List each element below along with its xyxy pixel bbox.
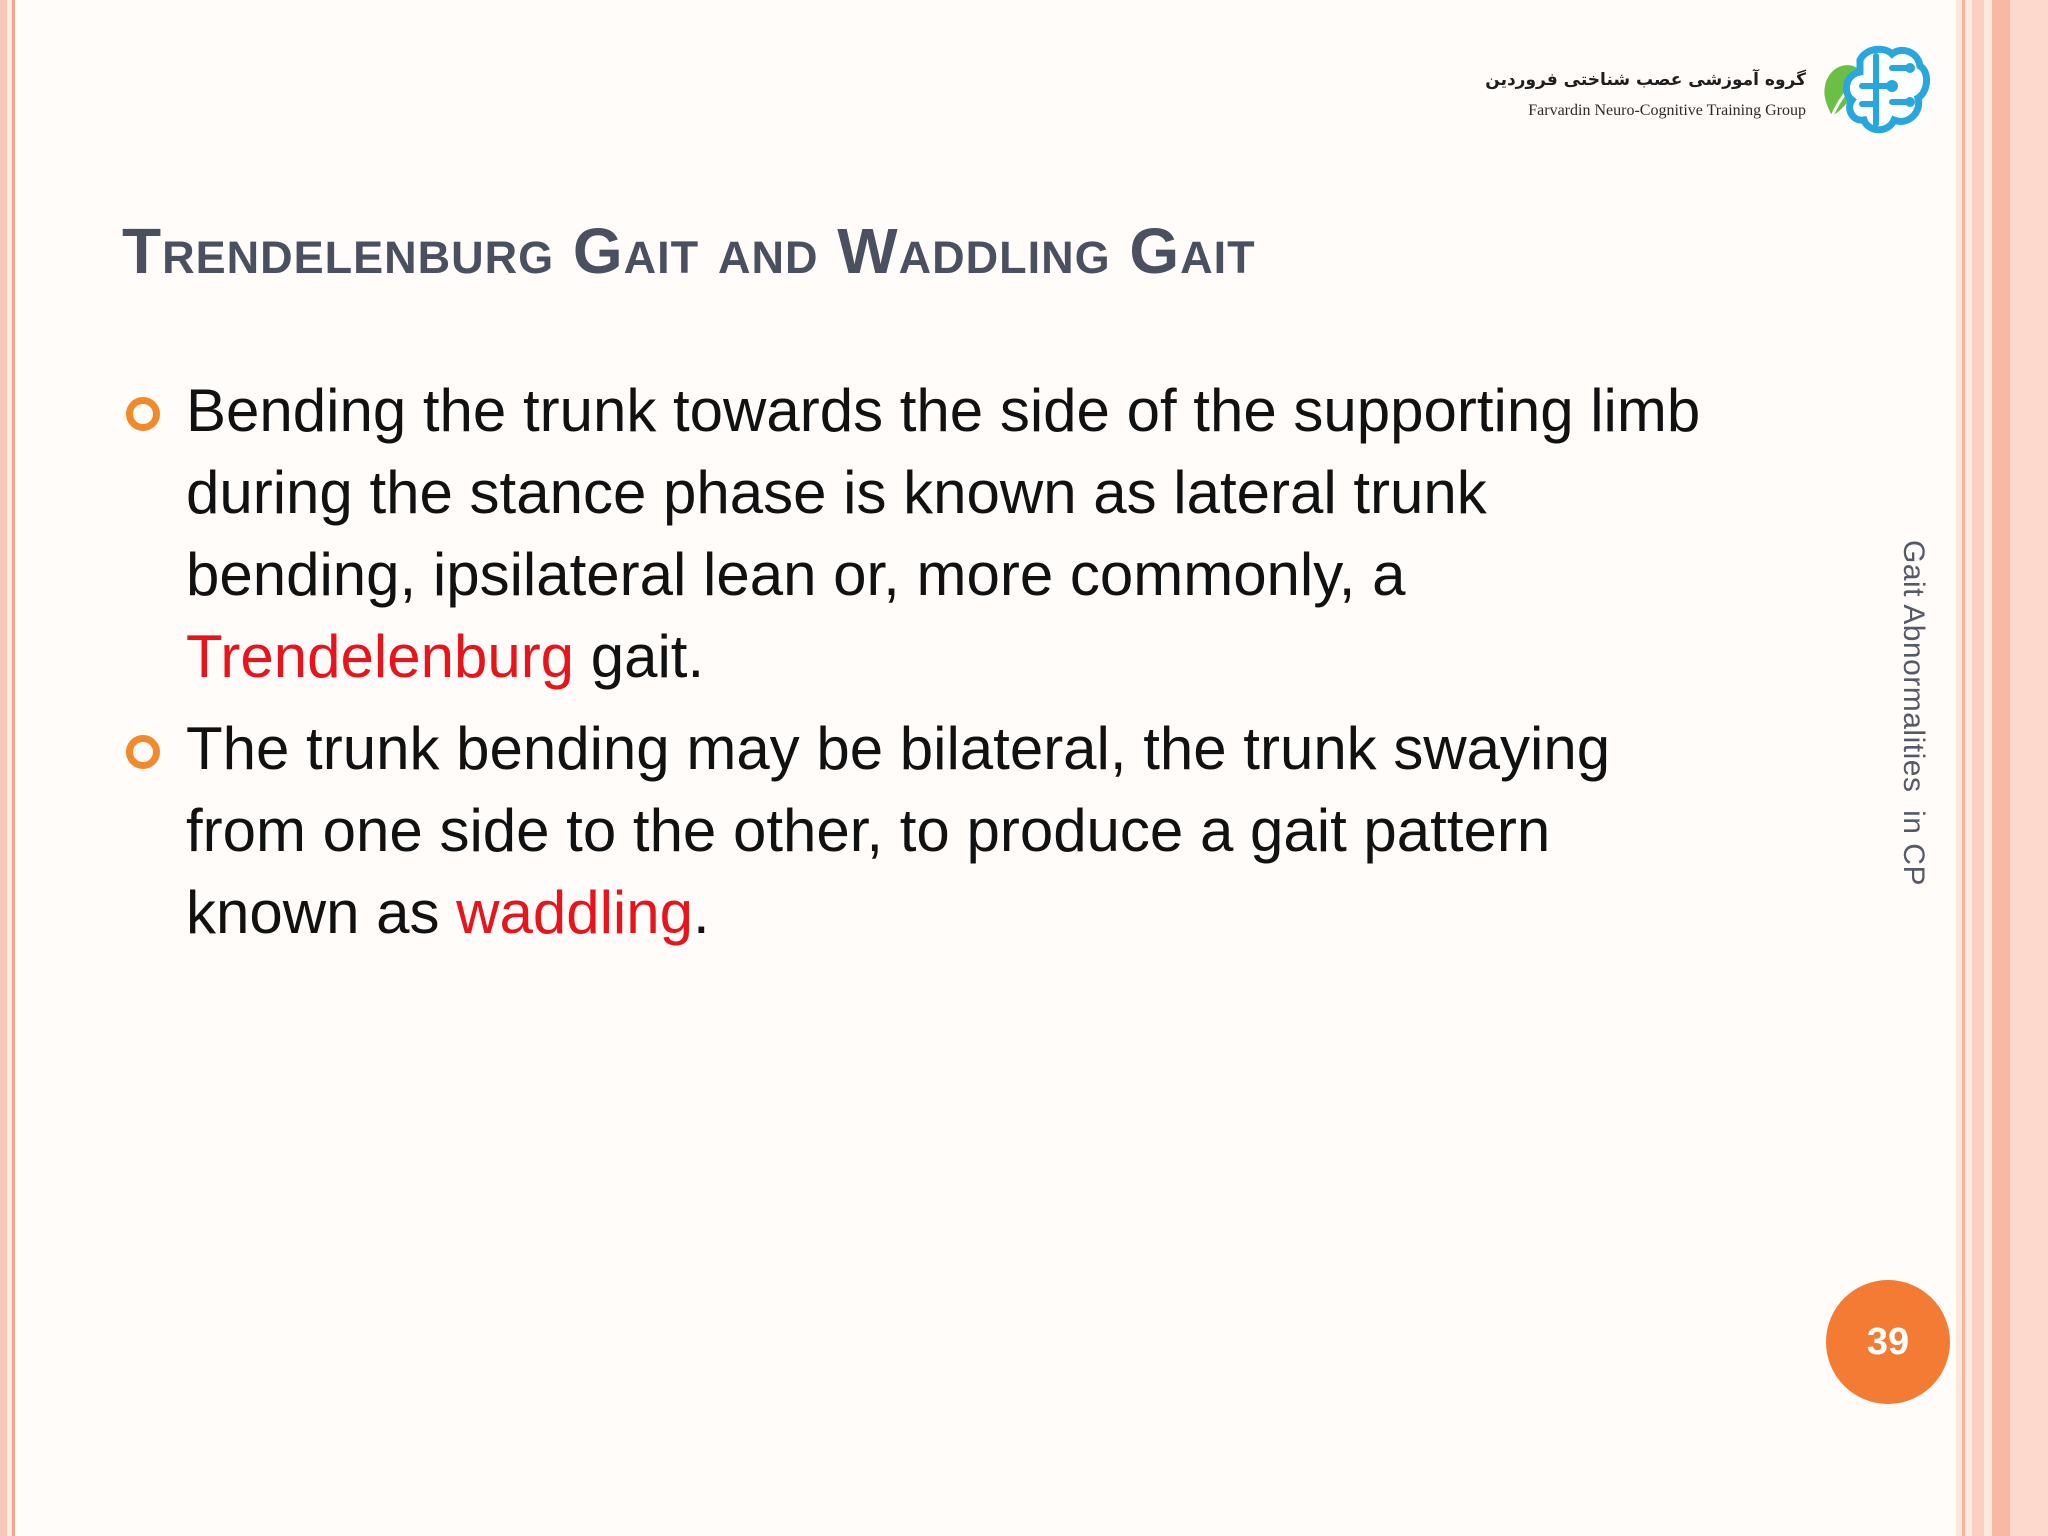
page-number-badge	[1826, 1280, 1950, 1404]
bullet-list	[126, 370, 1706, 964]
left-border-decoration	[0, 0, 22, 1536]
page-number: 39	[1866, 1320, 1910, 1363]
logo-name-persian: گروه آموزشی عصب شناختی فروردین	[1485, 70, 1806, 90]
slide-title: Trendelenburg Gait and Waddling Gait	[122, 215, 1256, 287]
bullet-circle-icon	[126, 735, 160, 769]
bullet-circle-icon	[126, 397, 160, 431]
vertical-footer-label: Gait Abnormalities in CP	[1897, 540, 1930, 886]
bullet-text-end: .	[693, 879, 710, 946]
bullet-text: Bending the trunk towards the side of the supporting limb during the stance phase is known as lateral trunk bending, ipsilateral lean or, more commonly, a	[186, 377, 1701, 608]
bullet-text: The trunk bending may be bilateral, the trunk swaying from one side to the other, to produce a gait pattern known as	[186, 715, 1611, 946]
right-border-decoration	[1956, 0, 2048, 1536]
highlight-term: waddling	[456, 879, 693, 946]
highlight-term: Trendelenburg	[186, 623, 575, 690]
bullet-text-end: gait.	[574, 623, 705, 690]
group-logo	[1485, 42, 1940, 142]
brain-leaf-icon	[1818, 42, 1930, 138]
bullet-item	[126, 708, 1706, 954]
bullet-item	[126, 370, 1706, 698]
logo-name-english: Farvardin Neuro-Cognitive Training Group	[1528, 102, 1806, 119]
